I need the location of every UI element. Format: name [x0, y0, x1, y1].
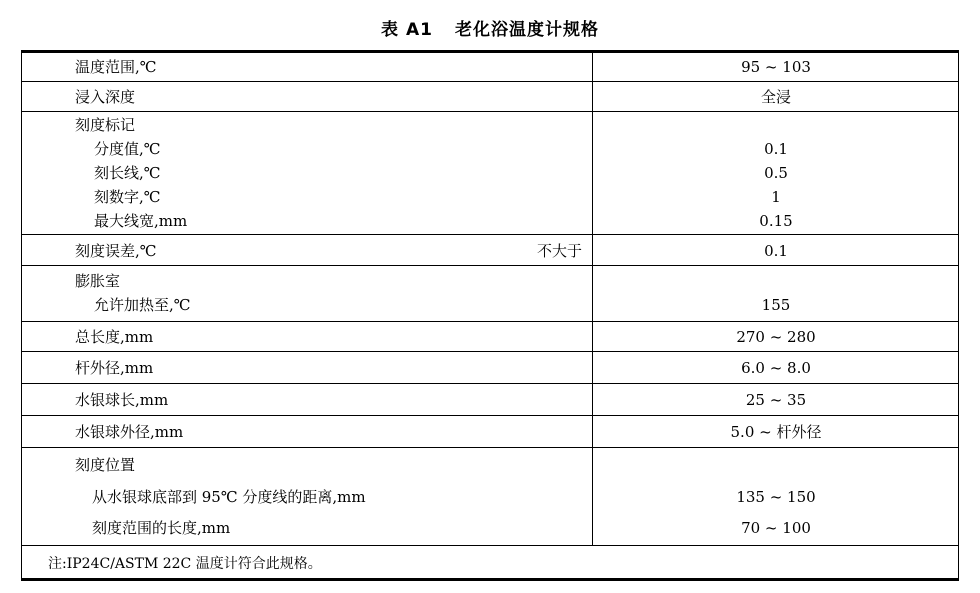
sub-value-max-line-width: 0.15	[759, 212, 793, 230]
sub-label-long-line: 刻长线,℃	[94, 164, 161, 182]
row-qualifier-scale-error: 不大于	[536, 242, 582, 260]
row-label-stem-diameter: 杆外径,mm	[75, 359, 154, 377]
row-value-bulb-length: 25 ~ 35	[745, 391, 807, 409]
row-divider	[22, 415, 958, 416]
sub-label-heating-limit: 允许加热至,℃	[94, 296, 191, 314]
sub-label-graduation: 分度值,℃	[94, 140, 161, 158]
row-divider	[22, 81, 958, 82]
row-value-stem-diameter: 6.0 ~ 8.0	[741, 359, 811, 377]
spec-table	[21, 50, 959, 581]
row-value-scale-error: 0.1	[764, 242, 788, 260]
row-divider	[22, 383, 958, 384]
row-label-total-length: 总长度,mm	[75, 328, 154, 346]
row-label-expansion-chamber: 膨胀室	[75, 272, 121, 290]
sub-value-bulb-to-95: 135 ~ 150	[736, 488, 816, 506]
row-divider	[22, 447, 958, 448]
row-label-bulb-length: 水银球长,mm	[75, 391, 169, 409]
row-divider	[22, 111, 958, 112]
sub-value-graduation: 0.1	[764, 140, 788, 158]
table-note: 注:IP24C/ASTM 22C 温度计符合此规格。	[48, 556, 322, 572]
row-divider	[22, 351, 958, 352]
sub-label-numbered: 刻数字,℃	[94, 188, 161, 206]
row-divider	[22, 545, 958, 546]
row-divider	[22, 234, 958, 235]
row-value-temperature-range: 95 ~ 103	[741, 58, 811, 76]
sub-value-scale-length: 70 ~ 100	[741, 519, 811, 537]
table-caption: 老化浴温度计规格	[454, 20, 599, 40]
sub-value-heating-limit: 155	[761, 296, 791, 314]
row-label-immersion: 浸入深度	[75, 88, 136, 106]
table-number: 表 A1	[381, 20, 433, 40]
sub-label-max-line-width: 最大线宽,mm	[94, 212, 188, 230]
table-title	[0, 15, 980, 40]
row-label-bulb-diameter: 水银球外径,mm	[75, 423, 184, 441]
row-divider	[22, 321, 958, 322]
row-label-scale-marks: 刻度标记	[75, 116, 136, 134]
row-label-temperature-range: 温度范围,℃	[75, 58, 157, 76]
row-value-immersion: 全浸	[760, 88, 791, 106]
sub-value-long-line: 0.5	[764, 164, 788, 182]
row-divider	[22, 265, 958, 266]
row-value-total-length: 270 ~ 280	[736, 328, 816, 346]
row-label-scale-location: 刻度位置	[75, 456, 136, 474]
sub-label-bulb-to-95: 从水银球底部到 95℃ 分度线的距离,mm	[92, 488, 366, 506]
row-value-bulb-diameter: 5.0 ~ 杆外径	[730, 423, 822, 441]
sub-label-scale-length: 刻度范围的长度,mm	[92, 519, 231, 537]
row-label-scale-error: 刻度误差,℃	[75, 242, 157, 260]
sub-value-numbered: 1	[771, 188, 781, 206]
